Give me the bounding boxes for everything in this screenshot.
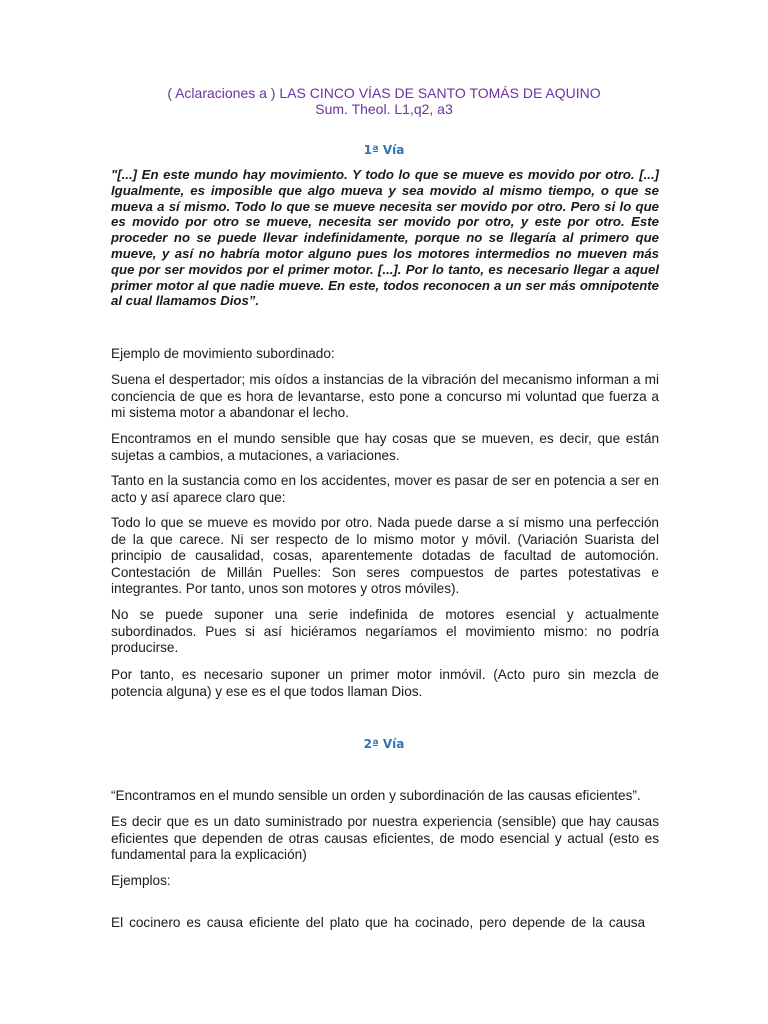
via1-paragraph-2: Suena el despertador; mis oídos a instancias de la vibración del mecanismo informan a mi conciencia de que es hora de levantarse, esto pone a concurso mi voluntad que fuerza a mi sistema motor a abandonar el lecho. — [111, 372, 659, 420]
via2-heading: 2ª Vía — [363, 737, 405, 751]
via2-paragraph-2: Es decir que es un dato suministrado por nuestra experiencia (sensible) que hay causas eficientes que dependen de otras causas eficientes, de modo esencial y actual (esto es fundamental para la explicación) — [111, 814, 659, 862]
via1-paragraph-7: Por tanto, es necesario suponer un primer motor inmóvil. (Acto puro sin mezcla de potencia alguna) y ese es el que todos llaman Dios. — [111, 667, 659, 699]
via2-paragraph-4: El cocinero es causa eficiente del plato que ha cocinado, pero depende de la causa — [111, 915, 646, 930]
via1-paragraph-3: Encontramos en el mundo sensible que hay cosas que se mueven, es decir, que están sujetas a cambios, a mutaciones, a variaciones. — [111, 431, 659, 463]
via1-paragraph-6: No se puede suponer una serie indefinida de motores esencial y actualmente subordinados. Pues si así hiciéramos negaríamos el movimiento mismo: no podría producirse. — [111, 607, 659, 655]
document-title: ( Aclaraciones a ) LAS CINCO VÍAS DE SANTO TOMÁS DE AQUINO — [167, 85, 601, 101]
via2-paragraph-3: Ejemplos: — [111, 873, 171, 888]
via2-paragraph-1: “Encontramos en el mundo sensible un orden y subordinación de las causas eficientes”. — [111, 788, 641, 803]
via1-paragraph-4: Tanto en la sustancia como en los accidentes, mover es pasar de ser en potencia a ser en acto y así aparece claro que: — [111, 473, 659, 505]
via1-heading: 1ª Vía — [363, 143, 405, 157]
via1-paragraph-5: Todo lo que se mueve es movido por otro. Nada puede darse a sí mismo una perfección de la que carece. Ni ser respecto de lo mismo motor y móvil. (Variación Suarista del principio de causalidad, cosas, aparentemente dotadas de facultad de automoción. Contestación de Millán Puelles: Son seres compuestos de partes potestativas e integrantes. Por tanto, unos son motores y otros móviles). — [111, 515, 659, 596]
document-subtitle: Sum. Theol. L1,q2, a3 — [315, 101, 453, 117]
via1-paragraph-1: Ejemplo de movimiento subordinado: — [111, 346, 335, 361]
via1-quote: "[...] En este mundo hay movimiento. Y todo lo que se mueve es movido por otro. [...] Igualmente, es imposible que algo mueva y sea movido al mismo tiempo, o que se mueva a sí mismo. Todo lo que se mueve necesita ser movido por otro. Pero si lo que es movido por otro se mueve, necesita ser movido por otro, y este por otro. Este proceder no se puede llevar indefinidamente, porque no se llegaría al primero que mueve, y así no habría motor alguno pues los motores intermedios no mueven más que por ser movidos por el primer motor. [...]. Por lo tanto, es necesario llegar a aquel primer motor al que nadie mueve. En este, todos reconocen a un ser más omnipotente al cual llamamos Dios”. — [111, 167, 659, 309]
